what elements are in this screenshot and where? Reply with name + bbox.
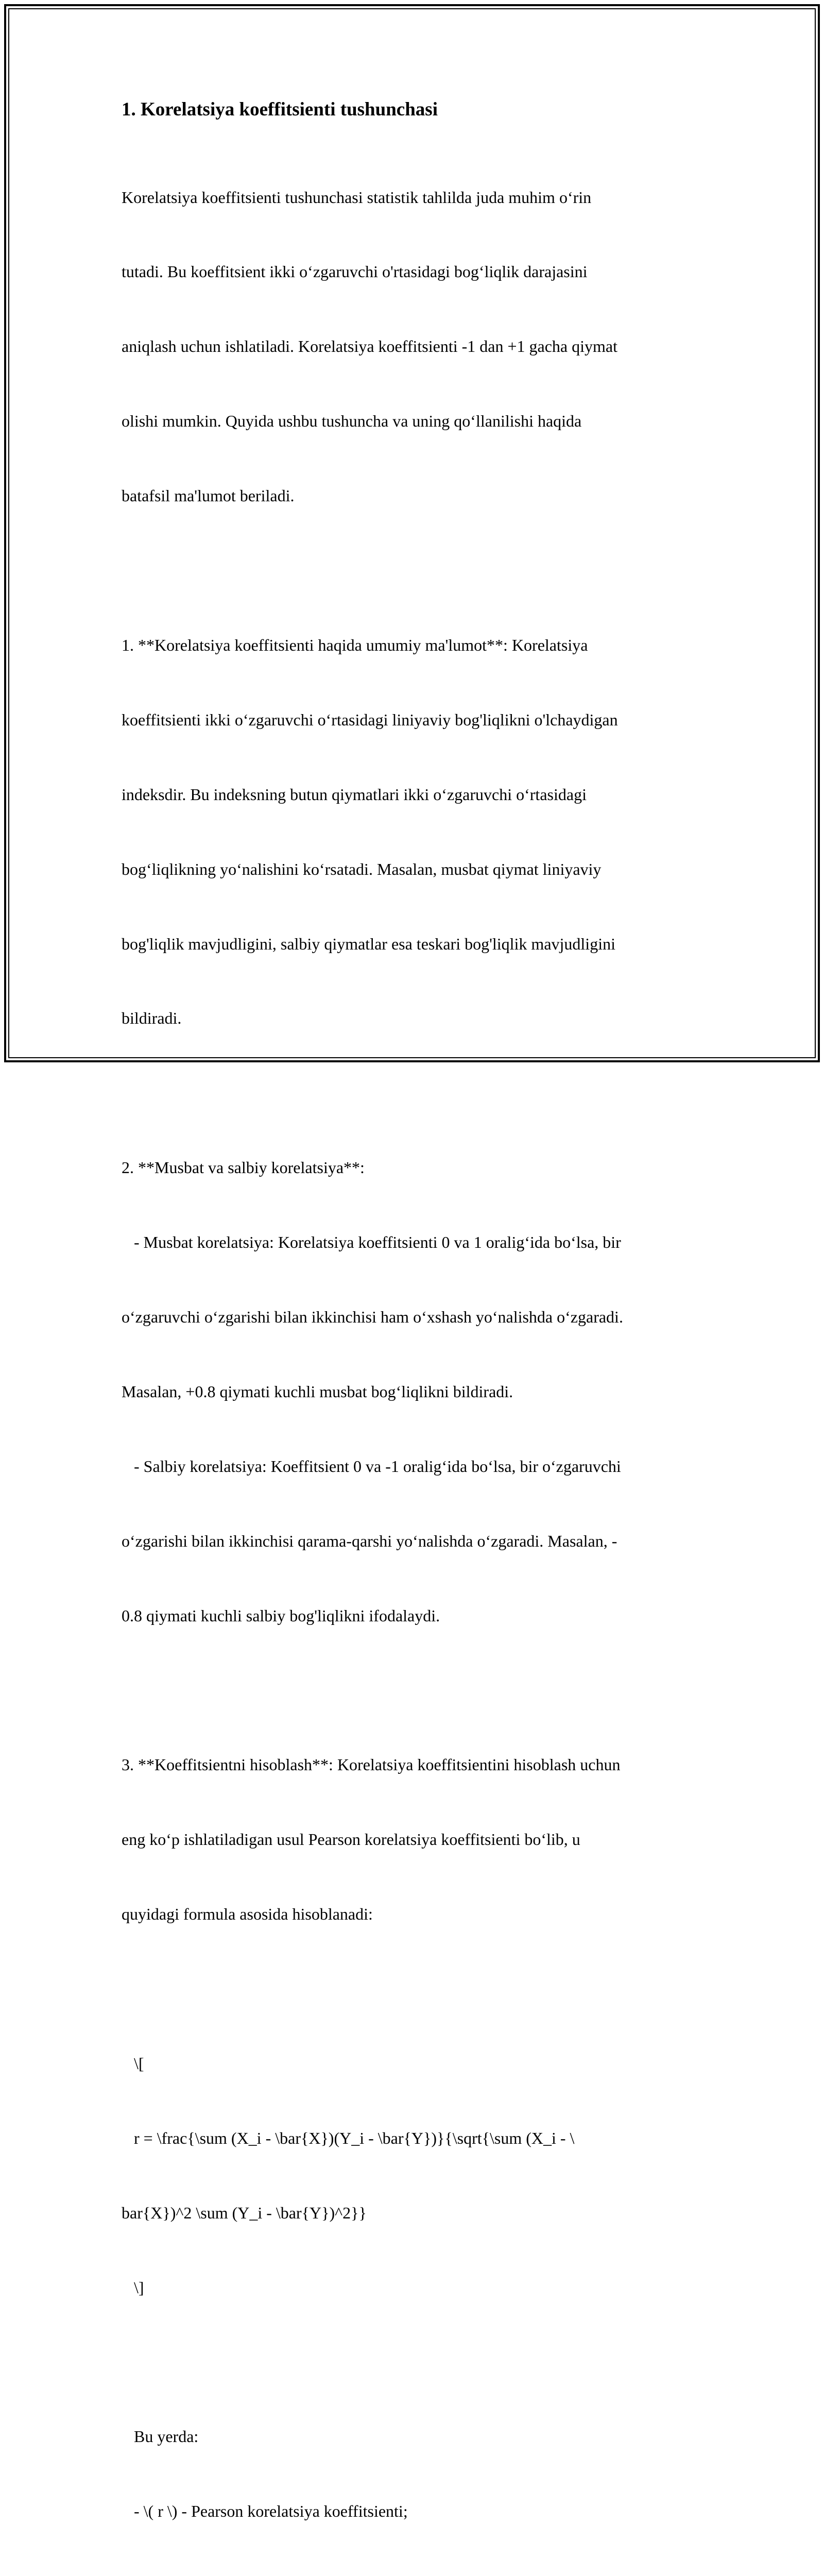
body-line: bog‘liqlikning yo‘nalishini ko‘rsatadi. Masalan, musbat qiymat liniyaviy (122, 859, 602, 878)
body-line: tutadi. Bu koeffitsient ikki o‘zgaruvchi o'rtasidagi bog‘liqlik darajasini (122, 262, 588, 281)
document-body (122, 135, 698, 2576)
body-line: Masalan, +0.8 qiymati kuchli musbat bog‘liqlikni bildiradi. (122, 1382, 513, 1401)
body-line: 0.8 qiymati kuchli salbiy bog'liqlikni ifodalaydi. (122, 1606, 440, 1625)
body-line: bog'liqlik mavjudligini, salbiy qiymatlar esa teskari bog'liqlik mavjudligini (122, 934, 615, 953)
body-line: o‘zgaruvchi o‘zgarishi bilan ikkinchisi ham o‘xshash yo‘nalishda o‘zgaradi. (122, 1307, 623, 1326)
blank-line (122, 1677, 698, 1702)
body-line: 2. **Musbat va salbiy korelatsiya**: (122, 1158, 365, 1177)
formula-line: \] (122, 2278, 144, 2297)
body-line: eng ko‘p ishlatiladigan usul Pearson korelatsiya koeffitsienti bo‘lib, u (122, 1830, 580, 1849)
body-line: - Salbiy korelatsiya: Koeffitsient 0 va -1 oralig‘ida bo‘lsa, bir o‘zgaruvchi (122, 1456, 621, 1476)
document-title: 1. Korelatsiya koeffitsienti tushunchasi (122, 99, 438, 120)
body-line: bildiradi. (122, 1009, 182, 1028)
blank-line (122, 558, 698, 583)
body-line: o‘zgarishi bilan ikkinchisi qarama-qarshi yo‘nalishda o‘zgaradi. Masalan, - (122, 1531, 617, 1550)
document-page (122, 96, 698, 2576)
body-line: 1. **Korelatsiya koeffitsienti haqida umumiy ma'lumot**: Korelatsiya (122, 635, 588, 654)
blank-line (122, 1976, 698, 2001)
body-line: indeksdir. Bu indeksning butun qiymatlari ikki o‘zgaruvchi o‘rtasidagi (122, 785, 587, 804)
blank-line (122, 1080, 698, 1105)
body-line: quyidagi formula asosida hisoblanadi: (122, 1905, 373, 1924)
body-line: olishi mumkin. Quyida ushbu tushuncha va uning qo‘llanilishi haqida (122, 412, 582, 431)
body-line: batafsil ma'lumot beriladi. (122, 486, 295, 505)
blank-line (122, 2349, 698, 2374)
body-line: Korelatsiya koeffitsienti tushunchasi statistik tahlilda juda muhim o‘rin (122, 188, 592, 207)
formula-line: bar{X})^2 \sum (Y_i - \bar{Y})^2}} (122, 2203, 367, 2222)
body-line: - Musbat korelatsiya: Korelatsiya koeffitsienti 0 va 1 oralig‘ida bo‘lsa, bir (122, 1233, 621, 1252)
body-line: 3. **Koeffitsientni hisoblash**: Korelatsiya koeffitsientini hisoblash uchun (122, 1755, 621, 1774)
body-line: aniqlash uchun ishlatiladi. Korelatsiya koeffitsienti -1 dan +1 gacha qiymat (122, 337, 617, 356)
body-line: - \( r \) - Pearson korelatsiya koeffitsienti; (122, 2502, 408, 2521)
formula-line: r = \frac{\sum (X_i - \bar{X})(Y_i - \bar{Y})}{\sqrt{\sum (X_i - \ (122, 2128, 575, 2147)
body-line (122, 2573, 698, 2576)
body-line: koeffitsienti ikki o‘zgaruvchi o‘rtasidagi liniyaviy bog'liqlikni o'lchaydigan (122, 710, 618, 729)
body-line: Bu yerda: (122, 2427, 199, 2446)
formula-line: \[ (122, 2054, 144, 2073)
